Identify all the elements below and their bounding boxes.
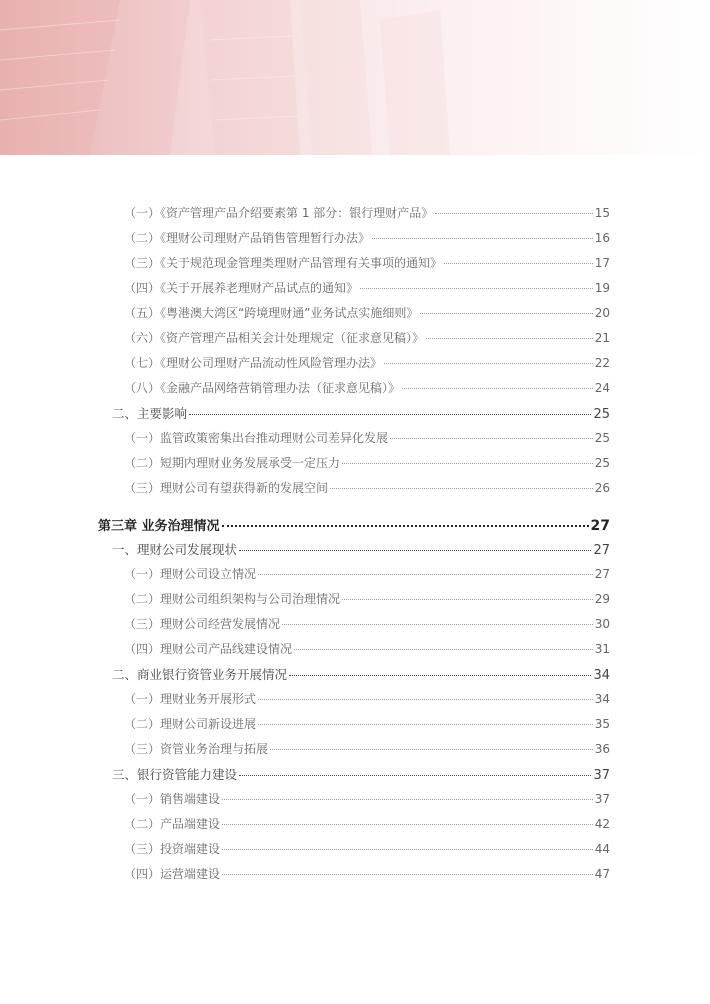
toc-entry-title: 一、理财公司发展现状 <box>112 542 238 557</box>
dot-leader <box>282 623 593 625</box>
dot-leader <box>384 362 593 364</box>
dot-leader <box>372 237 593 239</box>
toc-page-number: 25 <box>593 407 610 422</box>
toc-entry-title: （三）资管业务治理与拓展 <box>124 742 269 756</box>
toc-page-number: 42 <box>594 817 610 831</box>
dot-leader <box>402 387 593 389</box>
toc-entry[interactable] <box>98 665 610 683</box>
dot-leader <box>239 549 591 551</box>
toc-page-number: 27 <box>593 543 610 558</box>
toc-entry[interactable] <box>98 865 610 882</box>
toc-entry[interactable] <box>98 765 610 783</box>
dot-leader <box>222 848 593 850</box>
dot-leader <box>420 312 592 314</box>
toc-page-number: 27 <box>594 567 610 581</box>
toc-page-number: 26 <box>594 481 610 495</box>
toc-entry-title: 二、商业银行资管业务开展情况 <box>112 667 288 682</box>
toc-page-number: 34 <box>594 692 610 706</box>
dot-leader <box>258 698 593 700</box>
toc-entry-title: （一）理财业务开展形式 <box>124 692 257 706</box>
toc-entry-title: （三）《关于规范现金管理类理财产品管理有关事项的通知》 <box>124 256 443 270</box>
toc-entry-title: （八）《金融产品网络营销管理办法（征求意见稿）》 <box>124 381 401 395</box>
toc-entry-title: （四）运营端建设 <box>124 867 221 881</box>
toc-entry-title: （三）理财公司经营发展情况 <box>124 617 281 631</box>
header-banner <box>0 0 710 155</box>
toc-page-number: 21 <box>594 331 610 345</box>
toc-page-number: 19 <box>594 281 610 295</box>
dot-leader <box>239 774 591 776</box>
dot-leader <box>360 287 593 289</box>
toc-entry-title: （七）《理财公司理财产品流动性风险管理办法》 <box>124 356 383 370</box>
toc-page-number: 27 <box>590 518 610 534</box>
toc-entry-title: （二）《理财公司理财产品销售管理暂行办法》 <box>124 231 371 245</box>
dot-leader <box>342 462 593 464</box>
toc-entry[interactable] <box>98 404 610 422</box>
toc-entry-title: 二、主要影响 <box>112 406 188 421</box>
dot-leader <box>222 798 593 800</box>
toc-entry[interactable] <box>98 304 610 321</box>
toc-page-number: 31 <box>594 642 610 656</box>
toc-entry-title: （二）理财公司新设进展 <box>124 717 257 731</box>
toc-entry-title: （六）《资产管理产品相关会计处理规定（征求意见稿）》 <box>124 331 425 345</box>
toc-page-number: 34 <box>593 668 610 683</box>
toc-entry[interactable] <box>98 740 610 757</box>
toc-page-number: 29 <box>594 592 610 606</box>
toc-entry-title: （一）《资产管理产品介绍要素第 1 部分：银行理财产品》 <box>124 206 434 220</box>
toc-entry[interactable] <box>98 279 610 296</box>
toc-entry[interactable] <box>98 615 610 632</box>
toc-page-number: 25 <box>594 456 610 470</box>
toc-entry[interactable] <box>98 690 610 707</box>
toc-page-number: 37 <box>593 768 610 783</box>
dot-leader <box>222 873 593 875</box>
toc-entry[interactable] <box>98 479 610 496</box>
toc-entry[interactable] <box>98 840 610 857</box>
toc-page-number: 44 <box>594 842 610 856</box>
toc-entry[interactable] <box>98 515 610 534</box>
dot-leader <box>270 748 593 750</box>
toc-page-number: 24 <box>594 381 610 395</box>
toc-page-number: 37 <box>594 792 610 806</box>
toc-entry[interactable] <box>98 379 610 396</box>
dot-leader <box>222 524 589 527</box>
dot-leader <box>222 823 593 825</box>
toc-entry[interactable] <box>98 429 610 446</box>
toc-page-number: 25 <box>594 431 610 445</box>
toc-entry-title: （四）理财公司产品线建设情况 <box>124 642 293 656</box>
dot-leader <box>390 437 593 439</box>
dot-leader <box>258 573 593 575</box>
dot-leader <box>444 262 593 264</box>
toc-entry[interactable] <box>98 329 610 346</box>
toc-page-number: 17 <box>594 256 610 270</box>
toc-page-number: 35 <box>594 717 610 731</box>
toc-entry[interactable] <box>98 454 610 471</box>
toc-entry-title: （二）理财公司组织架构与公司治理情况 <box>124 592 341 606</box>
toc-entry[interactable] <box>98 229 610 246</box>
toc-page-number: 20 <box>594 306 610 320</box>
toc-entry-title: （一）理财公司设立情况 <box>124 567 257 581</box>
dot-leader <box>189 413 591 415</box>
toc-entry-title: （四）《关于开展养老理财产品试点的通知》 <box>124 281 359 295</box>
toc-page-number: 15 <box>594 206 610 220</box>
toc-entry-title: （二）产品端建设 <box>124 817 221 831</box>
toc-page-number: 36 <box>594 742 610 756</box>
building-graphic <box>0 0 710 155</box>
toc-entry[interactable] <box>98 565 610 582</box>
dot-leader <box>294 648 593 650</box>
toc-entry-title: （一）销售端建设 <box>124 792 221 806</box>
toc-entry[interactable] <box>98 815 610 832</box>
dot-leader <box>330 487 593 489</box>
toc-entry[interactable] <box>98 354 610 371</box>
toc-entry-title: （三）投资端建设 <box>124 842 221 856</box>
toc-entry[interactable] <box>98 790 610 807</box>
toc-page-number: 22 <box>594 356 610 370</box>
dot-leader <box>435 212 592 214</box>
toc-entry-title: （二）短期内理财业务发展承受一定压力 <box>124 456 341 470</box>
dot-leader <box>342 598 593 600</box>
dot-leader <box>258 723 593 725</box>
toc-entry[interactable] <box>98 640 610 657</box>
dot-leader <box>289 674 591 676</box>
toc-entry[interactable] <box>98 540 610 558</box>
toc-entry-title: 第三章 业务治理情况 <box>98 519 220 534</box>
toc-entry-title: （五）《粤港澳大湾区“跨境理财通”业务试点实施细则》 <box>124 306 419 320</box>
toc-page-number: 16 <box>594 231 610 245</box>
toc-entry-title: （三）理财公司有望获得新的发展空间 <box>124 481 329 495</box>
toc-entry[interactable] <box>98 715 610 732</box>
toc-page-number: 47 <box>594 867 610 881</box>
toc-entry-title: 三、银行资管能力建设 <box>112 767 238 782</box>
toc-page-number: 30 <box>594 617 610 631</box>
toc-entry[interactable] <box>98 590 610 607</box>
toc-entry[interactable] <box>98 254 610 271</box>
dot-leader <box>426 337 593 339</box>
toc-entry[interactable] <box>98 204 610 221</box>
toc-entry-title: （一）监管政策密集出台推动理财公司差异化发展 <box>124 431 389 445</box>
